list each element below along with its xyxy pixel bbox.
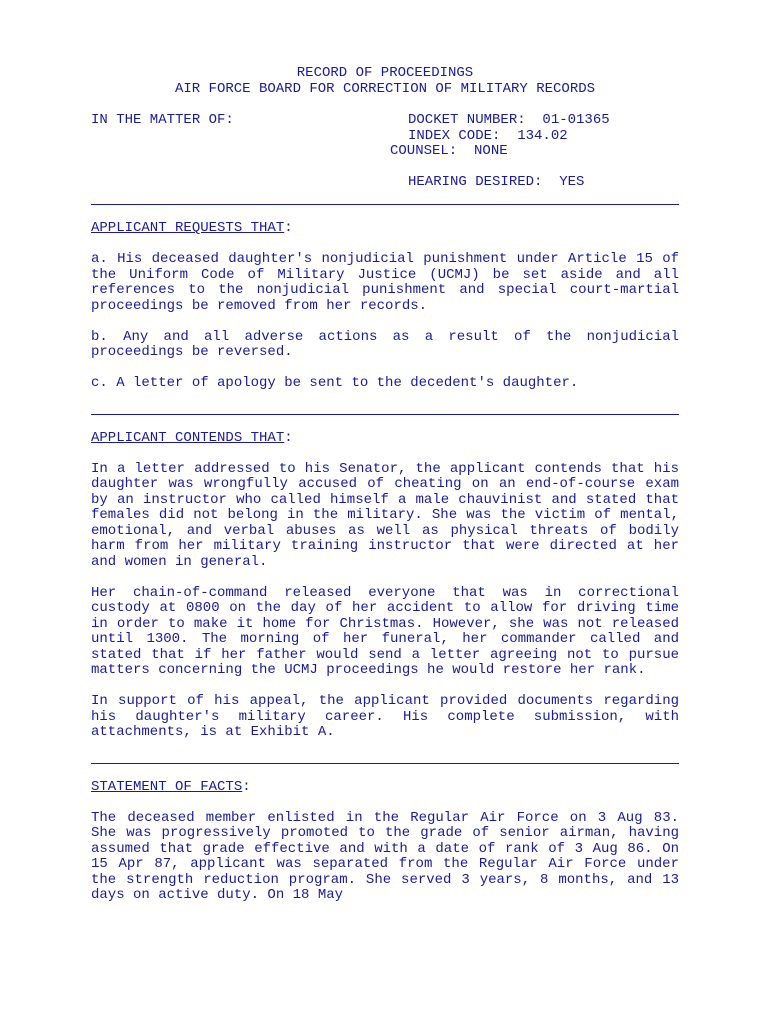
header-board-name: AIR FORCE BOARD FOR CORRECTION OF MILITARY RECORDS [174, 80, 596, 97]
matter-block [91, 113, 679, 206]
hearing-desired: HEARING DESIRED: YES [408, 174, 585, 190]
document-page [91, 66, 679, 904]
request-a: a. His deceased daughter's nonjudicial punishment under Article 15 of the Uniform Code of Military Justice (UCMJ) be set aside and all references to the nonjudicial punishment and special court-martial proceedings be removed from her records. [91, 251, 679, 314]
requests-heading: APPLICANT REQUESTS THAT: [91, 220, 293, 236]
request-c: c. A letter of apology be sent to the decedent's daughter. [91, 375, 579, 391]
contends-paragraph-3: In support of his appeal, the applicant provided documents regarding his daughter's military career. His complete submission, with attachments, is at Exhibit A. [91, 693, 679, 740]
matter-label: IN THE MATTER OF: [91, 112, 234, 128]
contends-paragraph-2: Her chain-of-command released everyone that was in correctional custody at 0800 on the day of her accident to allow for driving time in order to make it home for Christmas. However, she was not released until 1300. The morning of her funeral, her commander called and stated that if her father would send a letter agreeing not to pursue matters concerning the UCMJ proceedings he would restore her rank. [91, 584, 679, 678]
divider [91, 414, 679, 415]
index-code: INDEX CODE: 134.02 [408, 127, 568, 144]
counsel: COUNSEL: NONE [390, 143, 508, 159]
contends-heading: APPLICANT CONTENDS THAT: [91, 429, 293, 446]
header-title: RECORD OF PROCEEDINGS [296, 65, 474, 81]
facts-heading: STATEMENT OF FACTS: [91, 778, 251, 795]
document-header [91, 66, 679, 97]
contends-paragraph-1: In a letter addressed to his Senator, the applicant contends that his daughter was wrongfully accused of cheating on an end-of-course exam by an instructor who called himself a male chauvinist and stated that females did not belong in the military. She was the victim of mental, emotional, and verbal abuses as well as physical threats of bodily harm from her military training instructor that were directed at her and women in general. [91, 460, 679, 570]
docket-number: DOCKET NUMBER: 01-01365 [408, 112, 610, 128]
divider [91, 763, 679, 764]
request-b: b. Any and all adverse actions as a result of the nonjudicial proceedings be reversed. [91, 328, 679, 360]
facts-paragraph-1: The deceased member enlisted in the Regular Air Force on 3 Aug 83. She was progressively promoted to the grade of senior airman, having assumed that grade effective and with a date of rank of 3 Aug 86. On 15 Apr 87, applicant was separated from the Regular Air Force under the strength reduction program. She served 3 years, 8 months, and 13 days on active duty. On 18 May [91, 809, 679, 903]
